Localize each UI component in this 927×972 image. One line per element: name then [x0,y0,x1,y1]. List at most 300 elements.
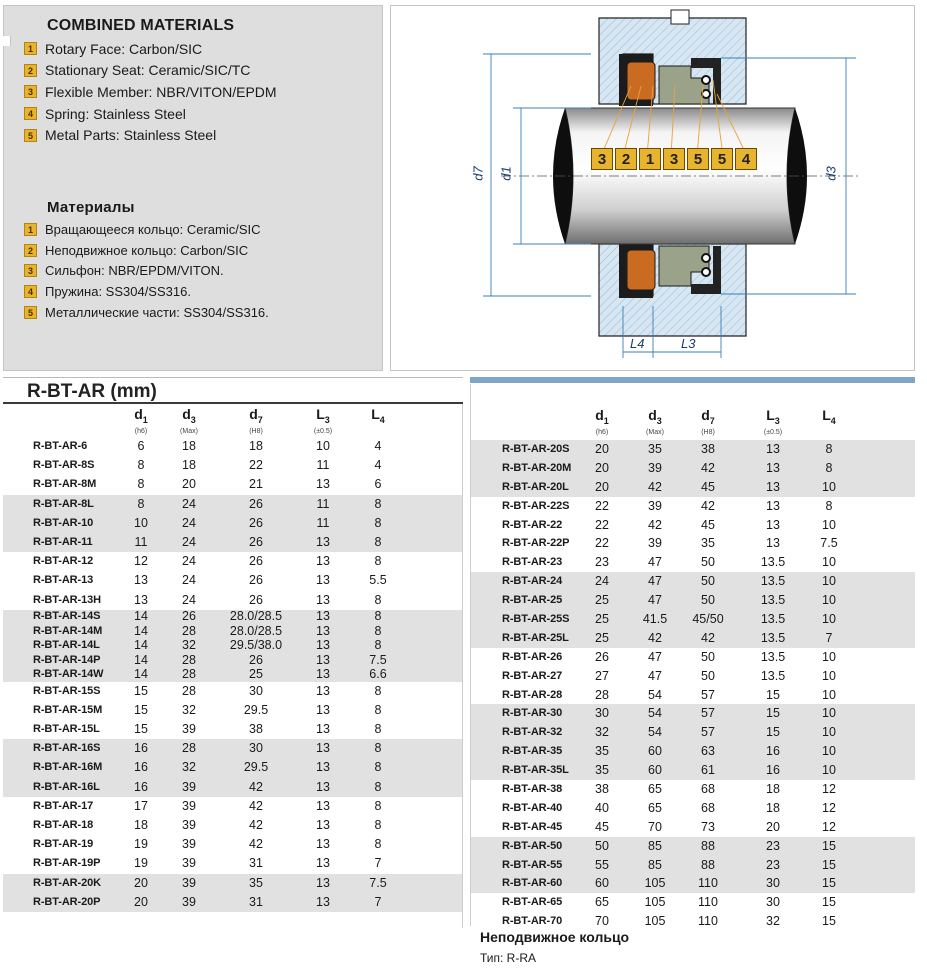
upper-stationary-seat [627,62,655,100]
model-name: R-BT-AR-50 [502,839,563,852]
table-cell: 39 [182,798,196,813]
table-cell: 10 [822,668,836,683]
table-cell: 13 [316,623,330,638]
table-row [471,478,915,497]
column-symbol [577,408,627,428]
table-cell: 50 [701,668,715,683]
table-cell: 15 [822,838,836,853]
model-name: R-BT-AR-25 [502,594,563,607]
table-cell: 15 [822,857,836,872]
material-item [24,124,277,146]
materials-title-en: COMBINED MATERIALS [47,17,235,34]
table-cell: 18 [249,439,263,454]
table-cell: 26 [249,554,263,569]
table-cell: 110 [698,914,718,929]
table-cell: 23 [595,555,609,570]
table-cell: 8 [374,837,382,852]
table-cell: 41.5 [642,611,668,626]
table-row [471,686,915,705]
table-cell: 10 [822,725,836,740]
column-symbol [231,407,281,427]
model-name: R-BT-AR-16L [33,780,100,793]
table-cell: 42 [648,517,662,532]
table-cell: 13 [766,441,780,456]
table-cell: 13.5 [760,649,786,664]
table-cell: 54 [648,725,662,740]
table-row [471,856,915,875]
table-cell: 8 [374,592,382,607]
table-cell: 57 [701,725,715,740]
table-cell: 16 [134,760,148,775]
table-cell: 8 [374,609,382,624]
table-cell: 13 [316,760,330,775]
column-symbol-index: 7 [257,414,263,425]
table-row [3,624,462,638]
column-symbol-index: 7 [709,415,715,426]
model-name: R-BT-AR-25S [502,612,570,625]
column-symbol-letter: d [595,407,604,423]
table-cell: 29.5 [243,702,269,717]
table-row [3,437,462,456]
table-row [3,778,462,797]
table-cell: 13.5 [760,668,786,683]
table-cell: 50 [701,574,715,589]
table-cell: 88 [701,838,715,853]
table-cell: 8 [374,702,382,717]
model-name: R-BT-AR-70 [502,915,563,928]
table-cell: 22 [595,536,609,551]
table-cell: 47 [648,593,662,608]
material-text: Неподвижное кольцо: Carbon/SIC [45,242,249,258]
table-cell: 8 [825,460,833,475]
table-cell: 17 [134,798,148,813]
model-name: R-BT-AR-15S [33,684,101,697]
table-cell: 12 [134,554,148,569]
model-name: R-BT-AR-26 [502,650,563,663]
model-name: R-BT-AR-8M [33,478,97,491]
table-cell: 7.5 [369,875,387,890]
upper-spring-2 [702,90,710,98]
model-name: R-BT-AR-32 [502,726,563,739]
table-cell: 29.5 [243,760,269,775]
table-row [471,534,915,553]
seal-drawing-svg [391,6,916,372]
table-cell: 13 [766,498,780,513]
model-name: R-BT-AR-24 [502,575,563,588]
table-cell: 45 [701,517,715,532]
table-row [3,533,462,552]
model-name: R-BT-AR-40 [502,801,563,814]
table-cell: 39 [182,722,196,737]
column-symbol [748,408,798,428]
material-text: Металлические части: SS304/SS316. [45,305,269,321]
table-cell: 20 [134,894,148,909]
table-cell: 24 [182,515,196,530]
callout-badge: 5 [711,148,733,170]
table-cell: 47 [648,668,662,683]
model-name: R-BT-AR-11 [33,536,93,549]
table-cell: 45 [595,819,609,834]
column-tolerance: (±0.5) [763,428,783,436]
table-cell: 30 [766,876,780,891]
table-cell: 85 [648,857,662,872]
table-cell: 42 [249,837,263,852]
dim-label-d3: d3 [823,166,839,181]
model-name: R-BT-AR-35L [502,764,569,777]
table-row [3,739,462,758]
table-cell: 18 [182,458,196,473]
table-cell: 8 [137,458,145,473]
table-cell: 63 [701,744,715,759]
table-cell: 70 [648,819,662,834]
material-item [24,38,277,60]
table-cell: 15 [134,702,148,717]
table-cell: 19 [134,837,148,852]
table-cell: 20 [595,441,609,456]
table-cell: 15 [822,876,836,891]
table-cell: 24 [182,535,196,550]
table-cell: 18 [766,800,780,815]
table-row [3,701,462,720]
table-body-left [3,437,462,912]
table-cell: 28 [182,741,196,756]
column-tolerance: (Max) [646,428,664,436]
table-row [471,610,915,629]
table-cell: 50 [701,649,715,664]
table-cell: 25 [249,666,263,681]
table-cell: 22 [595,517,609,532]
table-cell: 65 [648,781,662,796]
model-name: R-BT-AR-22S [502,499,570,512]
table-cell: 14 [134,623,148,638]
table-cell: 13 [316,573,330,588]
model-name: R-BT-AR-10 [33,516,94,529]
table-cell: 13 [316,818,330,833]
column-symbol-letter: L [371,406,380,422]
material-text: Rotary Face: Carbon/SIC [45,40,203,57]
material-text: Stationary Seat: Ceramic/SIC/TC [45,62,251,79]
table-row [3,816,462,835]
table-cell: 8 [374,683,382,698]
table-cell: 8 [374,496,382,511]
table-row [3,835,462,854]
table-cell: 68 [701,800,715,815]
table-cell: 47 [648,555,662,570]
table-row [471,704,915,723]
column-symbol-letter: L [822,407,831,423]
column-header [630,408,680,437]
table-cell: 28 [182,652,196,667]
table-cell: 32 [182,638,196,653]
table-cell: 20 [766,819,780,834]
column-header [116,407,166,436]
column-symbol-letter: d [134,406,143,422]
model-name: R-BT-AR-18 [33,819,94,832]
material-item [24,240,269,261]
model-name: R-BT-AR-35 [502,745,563,758]
table-row [3,682,462,701]
table-cell: 42 [648,479,662,494]
table-cell: 10 [822,687,836,702]
table-cell: 8 [374,798,382,813]
material-number-badge: 2 [24,64,37,77]
table-cell: 65 [595,895,609,910]
material-item [24,302,269,323]
material-number-badge: 1 [24,42,37,55]
table-cell: 61 [701,763,715,778]
table-row [3,495,462,514]
table-cell: 8 [374,535,382,550]
lower-spring-1 [702,254,710,262]
table-cell: 12 [822,800,836,815]
table-cell: 42 [701,630,715,645]
table-row [471,761,915,780]
table-cell: 30 [766,895,780,910]
table-row [471,648,915,667]
model-name: R-BT-AR-14S [33,610,101,623]
table-cell: 23 [766,857,780,872]
table-cell: 27 [595,668,609,683]
material-item [24,281,269,302]
model-name: R-BT-AR-13 [33,574,94,587]
column-header [804,408,854,428]
column-symbol-index: 1 [142,414,148,425]
model-name: R-BT-AR-45 [502,820,563,833]
table-cell: 13 [316,592,330,607]
table-title: R-BT-AR (mm) [27,381,157,402]
dim-label-l4: L4 [630,336,645,351]
model-name: R-BT-AR-13H [33,593,101,606]
column-header [231,407,281,436]
model-name: R-BT-AR-25L [502,631,569,644]
column-symbol-index: 3 [190,414,196,425]
model-name: R-BT-AR-20P [33,895,101,908]
materials-panel [3,5,383,371]
table-cell: 85 [648,838,662,853]
table-cell: 40 [595,800,609,815]
column-tolerance: (Max) [180,427,198,435]
table-cell: 13 [316,683,330,698]
table-cell: 42 [249,798,263,813]
table-row [3,456,462,475]
table-cell: 18 [182,439,196,454]
table-header-left [3,404,462,434]
table-cell: 110 [698,876,718,891]
material-number-badge: 5 [24,129,37,142]
table-cell: 32 [182,702,196,717]
model-name: R-BT-AR-16S [33,742,101,755]
table-cell: 8 [374,515,382,530]
table-cell: 8 [137,496,145,511]
column-symbol-letter: L [316,406,325,422]
footer-subtitle: Тип: R-RA [480,951,537,965]
column-header [748,408,798,437]
table-cell: 13 [316,894,330,909]
column-tolerance: (±0.5) [313,427,333,435]
model-name: R-BT-AR-22 [502,518,563,531]
table-cell: 7 [374,894,382,909]
dimension-table-right [470,384,915,929]
table-cell: 30 [249,683,263,698]
table-cell: 13 [766,479,780,494]
table-row [471,799,915,818]
table-cell: 13.5 [760,630,786,645]
table-cell: 39 [648,498,662,513]
table-cell: 50 [701,593,715,608]
column-tolerance: (h6) [595,428,609,436]
table-row [471,440,915,459]
right-accent-strip [470,377,915,383]
dim-label-l3: L3 [681,336,696,351]
table-cell: 13 [134,573,148,588]
table-cell: 10 [822,574,836,589]
table-cell: 32 [766,914,780,929]
table-cell: 30 [595,706,609,721]
model-name: R-BT-AR-28 [502,688,563,701]
table-cell: 13 [316,609,330,624]
table-cell: 13 [766,536,780,551]
column-symbol [353,407,403,427]
table-cell: 45/50 [692,611,724,626]
table-cell: 42 [648,630,662,645]
column-symbol-letter: d [182,406,191,422]
table-cell: 35 [648,441,662,456]
column-symbol [298,407,348,427]
dim-label-d7: d7 [470,166,486,181]
table-row [471,516,915,535]
table-cell: 4 [374,458,382,473]
table-cell: 50 [595,838,609,853]
table-cell: 73 [701,819,715,834]
table-cell: 28 [182,623,196,638]
materials-list-ru [24,219,269,323]
table-cell: 35 [595,763,609,778]
table-cell: 30 [249,741,263,756]
table-cell: 105 [644,914,666,929]
model-name: R-BT-AR-60 [502,877,563,890]
table-cell: 26 [249,652,263,667]
table-cell: 110 [698,895,718,910]
table-cell: 25 [595,611,609,626]
material-number-badge: 2 [24,244,37,257]
table-cell: 28 [182,683,196,698]
table-cell: 11 [316,496,330,511]
table-cell: 8 [137,477,145,492]
table-cell: 10 [822,649,836,664]
table-cell: 35 [249,875,263,890]
table-row [3,571,462,590]
table-cell: 22 [595,498,609,513]
table-body-right [471,440,915,931]
table-cell: 10 [822,593,836,608]
table-row [3,552,462,571]
table-cell: 13 [316,652,330,667]
table-cell: 11 [316,515,330,530]
table-row [3,893,462,912]
table-cell: 38 [249,722,263,737]
table-cell: 10 [822,763,836,778]
model-name: R-BT-AR-16M [33,761,103,774]
column-symbol [116,407,166,427]
table-row [471,667,915,686]
callout-badge: 2 [615,148,637,170]
table-cell: 13 [316,837,330,852]
material-text: Metal Parts: Stainless Steel [45,127,217,144]
model-name: R-BT-AR-20S [502,442,570,455]
table-cell: 15 [822,895,836,910]
table-cell: 26 [249,496,263,511]
table-row [471,837,915,856]
table-cell: 11 [316,458,330,473]
material-number-badge: 1 [24,223,37,236]
table-cell: 57 [701,706,715,721]
table-row [471,553,915,572]
material-text: Пружина: SS304/SS316. [45,284,191,300]
table-cell: 13 [316,554,330,569]
table-row [3,475,462,494]
model-name: R-BT-AR-14P [33,653,101,666]
table-cell: 10 [316,439,330,454]
model-name: R-BT-AR-38 [502,782,563,795]
model-name: R-BT-AR-14M [33,624,103,637]
model-name: R-BT-AR-27 [502,669,563,682]
table-cell: 20 [182,477,196,492]
table-row [3,610,462,624]
material-number-badge: 4 [24,285,37,298]
table-cell: 28.0/28.5 [229,609,283,624]
table-cell: 12 [822,819,836,834]
table-cell: 14 [134,638,148,653]
column-symbol-index: 3 [774,415,780,426]
column-symbol [630,408,680,428]
table-row [471,572,915,591]
table-cell: 45 [701,479,715,494]
material-number-badge: 3 [24,264,37,277]
table-cell: 16 [134,779,148,794]
table-cell: 68 [701,781,715,796]
table-row [471,874,915,893]
model-name: R-BT-AR-8L [33,497,94,510]
table-cell: 16 [134,741,148,756]
table-cell: 29.5/38.0 [229,638,283,653]
table-cell: 13 [134,592,148,607]
model-name: R-BT-AR-22P [502,537,570,550]
table-row [3,797,462,816]
column-symbol-letter: d [648,407,657,423]
table-cell: 28 [595,687,609,702]
table-cell: 13 [316,722,330,737]
column-symbol-letter: d [701,407,710,423]
material-text: Spring: Stainless Steel [45,105,186,122]
model-name: R-BT-AR-55 [502,858,563,871]
table-cell: 35 [701,536,715,551]
table-cell: 39 [182,818,196,833]
table-row [3,514,462,533]
table-row [3,591,462,610]
table-cell: 25 [595,630,609,645]
lower-stationary-seat [627,250,655,290]
table-cell: 55 [595,857,609,872]
table-cell: 28 [182,666,196,681]
table-cell: 21 [249,477,263,492]
table-cell: 26 [182,609,196,624]
table-cell: 42 [249,779,263,794]
column-header [353,407,403,427]
table-cell: 22 [249,458,263,473]
table-row [3,720,462,739]
table-row [3,758,462,777]
table-cell: 7.5 [369,652,387,667]
